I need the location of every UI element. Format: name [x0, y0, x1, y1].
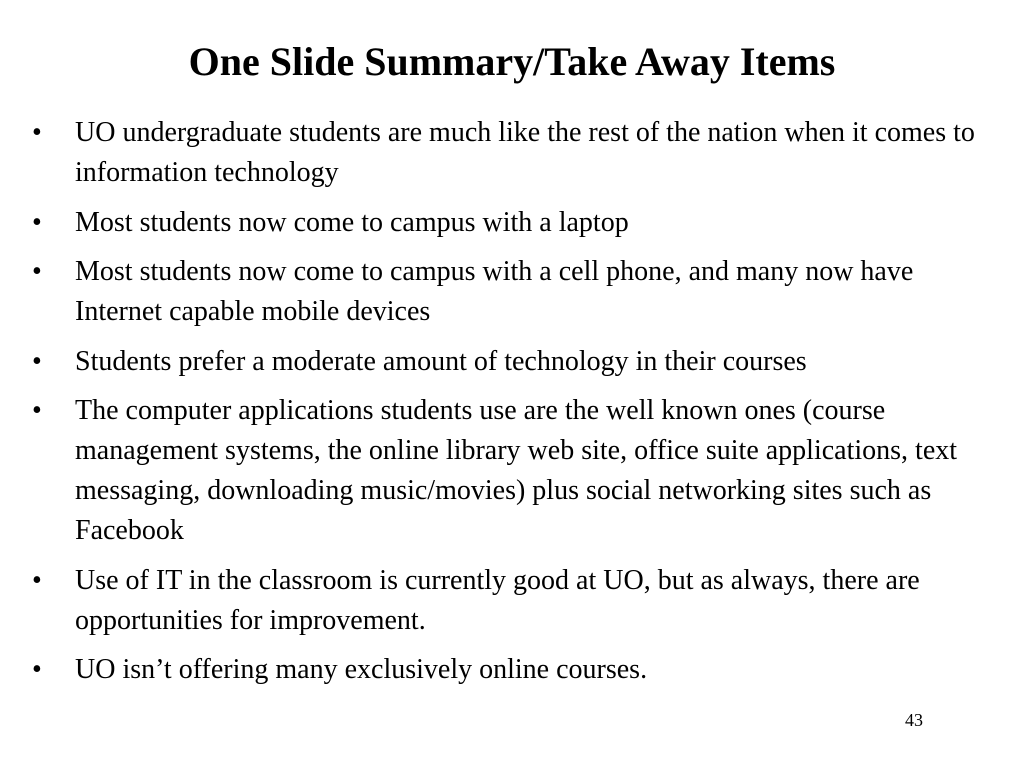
bullet-text: Most students now come to campus with a laptop — [75, 206, 629, 238]
bullet-text: Use of IT in the classroom is currently good at UO, but as always, there are opportunities for improvement. — [75, 564, 920, 636]
bullet-item — [28, 650, 993, 690]
bullet-list — [28, 113, 993, 700]
bullet-icon: • — [32, 564, 42, 596]
page-number: 43 — [905, 710, 923, 730]
bullet-item — [28, 203, 993, 243]
bullet-text: UO undergraduate students are much like the rest of the nation when it comes to information technology — [75, 117, 975, 188]
bullet-icon: • — [32, 256, 42, 287]
bullet-text: UO isn’t offering many exclusively online courses. — [75, 654, 648, 685]
bullet-icon: • — [32, 206, 42, 238]
bullet-item — [28, 391, 993, 551]
bullet-icon: • — [32, 345, 42, 377]
bullet-item — [28, 561, 993, 641]
bullet-icon: • — [32, 117, 42, 148]
bullet-text: Students prefer a moderate amount of technology in their courses — [75, 345, 807, 377]
bullet-icon: • — [32, 654, 42, 685]
bullet-text: The computer applications students use are the well known ones (course management systems, the online library web site, office suite applications, text messaging, downloading music/movies) plus social networking sites such as Facebook — [75, 395, 958, 546]
bullet-item — [28, 342, 993, 382]
bullet-text: Most students now come to campus with a cell phone, and many now have Internet capable mobile devices — [75, 256, 914, 327]
bullet-item — [28, 252, 993, 332]
bullet-item — [28, 113, 993, 193]
slide-title: One Slide Summary/Take Away Items — [188, 39, 836, 84]
bullet-icon: • — [32, 395, 42, 426]
